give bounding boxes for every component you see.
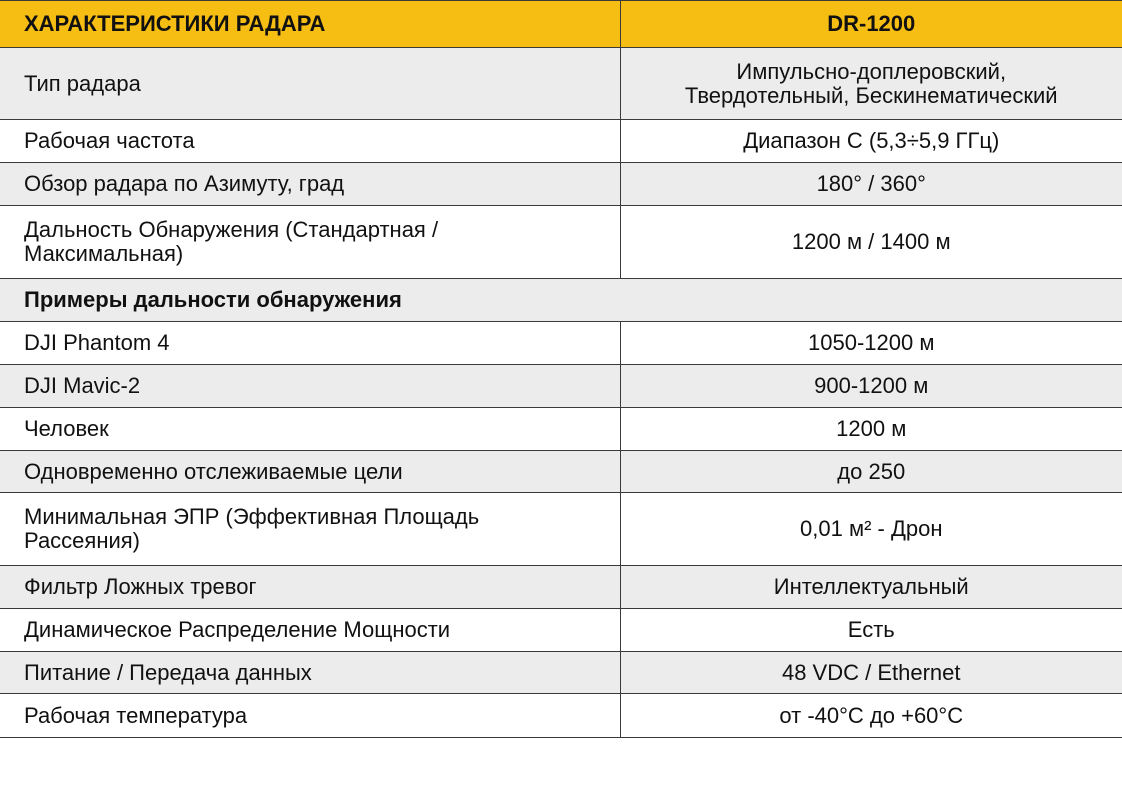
row-label: Питание / Передача данных bbox=[0, 652, 620, 694]
row-label: Тип радара bbox=[0, 48, 620, 120]
row-label-line: Дальность Обнаружения (Стандартная / bbox=[24, 217, 439, 242]
section-title: Примеры дальности обнаружения bbox=[0, 279, 1122, 322]
table-row bbox=[0, 694, 1122, 738]
row-value: Есть bbox=[620, 609, 1122, 652]
row-value-line: Твердотельный, Бескинематический bbox=[684, 82, 1058, 108]
row-label: Динамическое Распределение Мощности bbox=[0, 609, 620, 652]
row-value: Диапазон C (5,3÷5,9 ГГц) bbox=[620, 120, 1122, 163]
table-row bbox=[0, 609, 1122, 652]
row-label-line: Максимальная) bbox=[24, 241, 184, 266]
row-label bbox=[0, 493, 620, 566]
row-label-line: Рассеяния) bbox=[24, 528, 141, 553]
row-value: 900-1200 м bbox=[620, 365, 1122, 408]
table-row bbox=[0, 48, 1122, 120]
row-value: 48 VDC / Ethernet bbox=[620, 652, 1122, 694]
row-label: Обзор радара по Азимуту, град bbox=[0, 163, 620, 206]
row-value: 0,01 м² - Дрон bbox=[620, 493, 1122, 566]
row-value bbox=[620, 48, 1122, 120]
table-row bbox=[0, 493, 1122, 566]
table-row bbox=[0, 652, 1122, 694]
table-header-row bbox=[0, 1, 1122, 48]
row-value: 180° / 360° bbox=[620, 163, 1122, 206]
row-value: Интеллектуальный bbox=[620, 566, 1122, 609]
table-row bbox=[0, 206, 1122, 279]
row-value: 1200 м bbox=[620, 408, 1122, 451]
table-row bbox=[0, 163, 1122, 206]
table-row bbox=[0, 365, 1122, 408]
row-label: Человек bbox=[0, 408, 620, 451]
row-value: до 250 bbox=[620, 451, 1122, 493]
table-row bbox=[0, 322, 1122, 365]
table-row bbox=[0, 566, 1122, 609]
table-row bbox=[0, 408, 1122, 451]
row-label: DJI Mavic-2 bbox=[0, 365, 620, 408]
row-label: Фильтр Ложных тревог bbox=[0, 566, 620, 609]
header-model: DR-1200 bbox=[620, 1, 1122, 48]
row-value: 1200 м / 1400 м bbox=[620, 206, 1122, 279]
row-value-line: Импульсно-доплеровский, bbox=[736, 58, 1007, 84]
row-value: от -40°C до +60°C bbox=[620, 694, 1122, 738]
row-label-line: Минимальная ЭПР (Эффективная Площадь bbox=[24, 504, 480, 529]
header-label: ХАРАКТЕРИСТИКИ РАДАРА bbox=[0, 1, 620, 48]
table-row bbox=[0, 451, 1122, 493]
row-value: 1050-1200 м bbox=[620, 322, 1122, 365]
row-label: Одновременно отслеживаемые цели bbox=[0, 451, 620, 493]
row-label: Рабочая частота bbox=[0, 120, 620, 163]
row-label: DJI Phantom 4 bbox=[0, 322, 620, 365]
section-row bbox=[0, 279, 1122, 322]
table-row bbox=[0, 120, 1122, 163]
row-label bbox=[0, 206, 620, 279]
row-label: Рабочая температура bbox=[0, 694, 620, 738]
